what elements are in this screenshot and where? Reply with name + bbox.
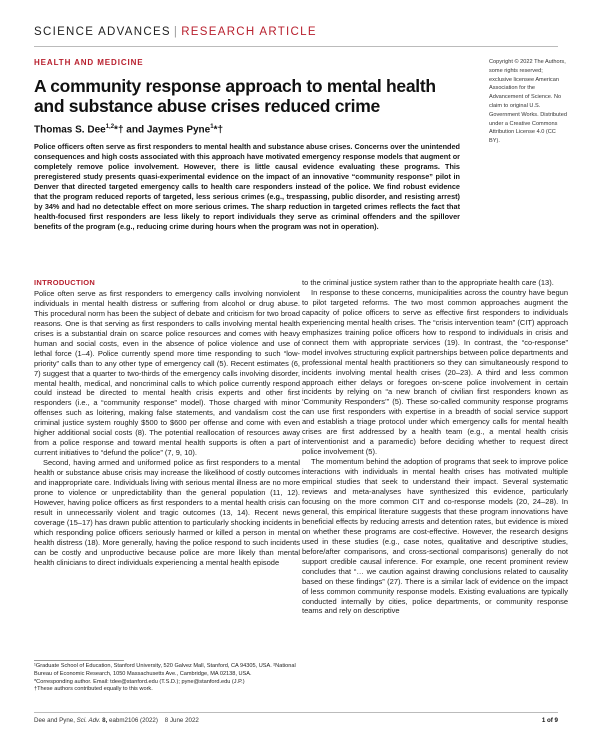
footer-rule bbox=[34, 712, 558, 713]
paragraph: The momentum behind the adoption of programs that seek to improve police interactions with individuals in mental health crises has motivated multiple empirical studies that seek to understand their impact. Several systematic reviews and meta-analyses have synthesized this evidence, particularly focusing on the more common CIT and co-response models (20, 24–28). In general, this empirical literature suggests that these program innovations have beneficial effects by reducing arrests and detention rates, but evidence is mixed on whether these programs are cost-effective. However, the research designs used in these studies (e.g., case notes, qualitative and descriptive studies, before/after comparisons, and cross-sectional comparisons) generally do not support credible causal inference. For example, one recent prominent review concludes that “… we caution against drawing conclusions related to causality based on these findings” (27). There is a similar lack of evidence on the impact of less common community response models. Existing evaluations are typically conducted internally by cities, police departments, or community response teams and rely on descriptive bbox=[302, 457, 568, 616]
citation-volume: 8, bbox=[102, 717, 108, 724]
corresponding-author-footnote[interactable]: *Corresponding author. Email: tdee@stanford.edu (T.S.D.); pyne@stanford.edu (J.P.) bbox=[34, 678, 245, 685]
author-marks: *† bbox=[213, 124, 224, 136]
equal-contribution-footnote: †These authors contributed equally to this work. bbox=[34, 686, 153, 693]
author-marks: *† bbox=[114, 124, 124, 136]
journal-header bbox=[34, 26, 317, 38]
author-line bbox=[34, 124, 223, 135]
page-number: 1 of 9 bbox=[541, 717, 558, 724]
page-footer bbox=[34, 717, 558, 724]
author-name[interactable]: Thomas S. Dee bbox=[34, 124, 106, 136]
copyright-notice: Copyright © 2022 The Authors, some rights reserved; exclusive licensee American Association for the Advancement of Science. No claim to original U.S. Government Works. Distributed under a Creative Commons Attribution License 4.0 (CC BY). bbox=[489, 59, 567, 145]
left-column bbox=[34, 278, 300, 568]
section-heading: INTRODUCTION bbox=[34, 278, 96, 287]
right-column bbox=[302, 278, 568, 616]
affiliation-footnote: ¹Graduate School of Education, Stanford University, 520 Galvez Mall, Stanford, CA 94305, USA. ²National Bureau of Economic Research, 1050 Massachusetts Ave., Cambridge, MA 02138, USA. bbox=[34, 663, 296, 677]
author-joiner: and bbox=[123, 124, 147, 136]
article-title: A community response approach to mental health and substance abuse crises reduced crime bbox=[34, 76, 436, 116]
paragraph: In response to these concerns, municipalities across the country have begun to pilot targeted reforms. The two most common approaches augment the capacity of police officers to serve as effective first responders to individuals experiencing mental health crises. The “crisis intervention team” (CIT) approach emphasizes training police officers how to respond to individuals in crisis and connect them with appropriate services (19). In contrast, the “co-response” model involves structuring explicit partnerships between police departments and professional mental health practitioners so they can simultaneously respond to incidents involving mental health crises (20–23). A third and less common approach either delays or foregoes on-scene police involvement in certain incidents by relying on “a new branch of civilian first responders known as ‘Community Responders’” (5). These so-called community response programs can use first responders with expertise in a breadth of social service support and establish a triage protocol under which emergency calls for mental health crises are first addressed by a health team (e.g., a mental health crisis interventionist and a paramedic) before deciding whether to request direct police involvement (5). bbox=[302, 287, 568, 457]
author-name[interactable]: Jaymes Pyne bbox=[146, 124, 211, 136]
paragraph: Police often serve as first responders to emergency calls involving nonviolent individuals in mental health distress or suffering from alcohol or drug abuse. This procedural norm has been the subject of debate and criticism for two broad reasons. One is that serving as first responders to calls involving mental health crises is a substantial drain on scarce police resources and comes with heavy human and social costs, even in the absence of police violence and use of lethal force (1–4). Police currently spend more time responding to such “low-priority” calls than to any other type of emergency call (5). Recent estimates (6, 7) suggest that a quarter to two-thirds of the emergency calls involving disorder, mental health, medical, and noncriminal calls to which police currently respond could instead be directed to mental health crisis experts and other first responders (i.e., a “community response” model). Those charged with minor offenses such as loitering, making false statements, and vandalism cost the criminal justice system roughly $500 to $600 per offense and come with even higher additional social costs (8). The potential reallocation of resources away from a police response and toward mental health supports is often a part of current initiatives to “defund the police” (7, 9, 10). bbox=[34, 288, 300, 458]
article-type: RESEARCH ARTICLE bbox=[181, 26, 317, 38]
citation-id: eabm2106 (2022) bbox=[109, 717, 158, 724]
author-affiliation: 1,2 bbox=[105, 124, 115, 130]
abstract: Police officers often serve as first responders to mental health and substance abuse crises. Concerns over the unintended consequences and high costs associated with this approach have motivated emergency response models that augment or completely remove police involvement. However, there is little causal evidence evaluating these programs. This preregistered study presents quasi-experimental evidence on the impact of an innovative “community response” pilot in Denver that directed targeted emergency calls to health care responders instead of the police. We find robust evidence that the program reduced reports of targeted, less serious crimes (e.g., trespassing, public disorder, and resisting arrest) by 34% and had no detectable effect on more serious crimes. The sharp reduction in targeted crimes reflects the fact that health-focused first responders are less likely to report individuals they serve as criminal offenders and the spillover benefits of the program (e.g., reducing crime during hours when the program was not in operation). bbox=[34, 142, 460, 231]
footnotes bbox=[34, 663, 300, 694]
footnote-rule bbox=[34, 660, 124, 661]
journal-separator: | bbox=[173, 26, 179, 38]
citation-authors: Dee and Pyne, bbox=[34, 717, 75, 724]
publication-date: 8 June 2022 bbox=[164, 717, 199, 724]
paragraph: Second, having armed and uniformed police as first responders to a mental health or substance abuse crisis may increase the likelihood of costly outcomes and inappropriate care. Individuals living with serious mental illness are no more prone to violence or unpredictability than the general population (11, 12). However, having police officers as first responders to a mental health crisis can result in unnecessarily violent and tragic outcomes (13, 14). Recent news coverage (15–17) has drawn public attention to particularly shocking incidents in which responding police officers seriously harmed or killed a person in mental health distress (18). More generally, having the police respond to such incidents can be costly and unproductive because police are more likely than mental health clinicians to direct individuals experiencing a mental health episode bbox=[34, 458, 300, 567]
citation-journal: Sci. Adv. bbox=[76, 717, 101, 724]
author-affiliation: 1 bbox=[210, 124, 214, 130]
header-rule bbox=[34, 46, 558, 47]
journal-name: SCIENCE ADVANCES bbox=[34, 26, 171, 38]
paragraph-continuation: to the criminal justice system rather than to the appropriate health care (13). bbox=[302, 278, 554, 287]
subject-category: HEALTH AND MEDICINE bbox=[34, 58, 144, 67]
